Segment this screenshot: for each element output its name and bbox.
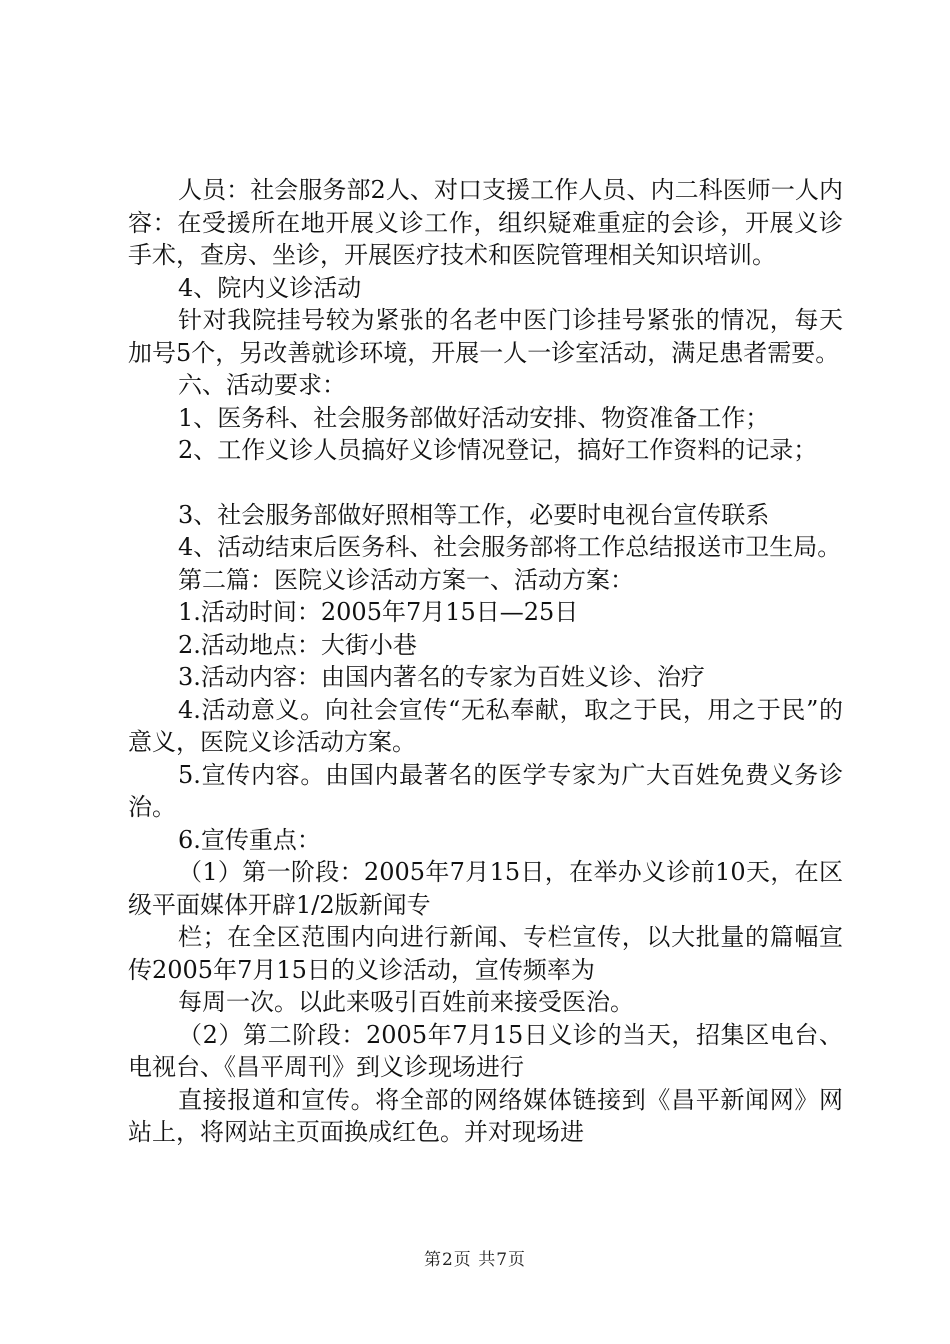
paragraph: 第二篇：医院义诊活动方案一、活动方案： bbox=[178, 565, 634, 594]
paragraph: 4、活动结束后医务科、社会服务部将工作总结报送市卫生局。 bbox=[178, 533, 842, 561]
paragraph: 针对我院挂号较为紧张的名老中医门诊挂号紧张的情况，每天加号5个，另改善就诊环境，开展一人一诊室活动，满足患者需要。 bbox=[128, 306, 843, 367]
paragraph: 六、活动要求： bbox=[178, 371, 346, 399]
paragraph: 1.活动时间：2005年7月15日—25日 bbox=[178, 598, 579, 626]
paragraph: 1、医务科、社会服务部做好活动安排、物资准备工作； bbox=[178, 403, 770, 432]
paragraph: 直接报道和宣传。将全部的网络媒体链接到《昌平新闻网》网站上，将网站主页面换成红色。并对现场进 bbox=[128, 1085, 843, 1146]
paragraph: 3.活动内容：由国内著名的专家为百姓义诊、治疗 bbox=[178, 663, 705, 691]
paragraph: 6.宣传重点： bbox=[178, 825, 321, 854]
paragraph: 每周一次。以此来吸引百姓前来接受医治。 bbox=[178, 988, 634, 1016]
paragraph: 人员：社会服务部2人、对口支援工作人员、内二科医师一人内容：在受援所在地开展义诊工作，组织疑难重症的会诊，开展义诊手术，查房、坐诊，开展医疗技术和医院管理相关知识培训。 bbox=[128, 176, 843, 269]
document-body bbox=[128, 174, 843, 1149]
paragraph: 4.活动意义。向社会宣传“无私奉献，取之于民，用之于民”的意义，医院义诊活动方案。 bbox=[128, 695, 843, 756]
paragraph: 3、社会服务部做好照相等工作，必要时电视台宣传联系 bbox=[178, 500, 770, 529]
page-number: 第2页 共7页 bbox=[423, 1250, 527, 1270]
paragraph: 5.宣传内容。由国内最著名的医学专家为广大百姓免费义务诊治。 bbox=[128, 760, 843, 821]
paragraph: （2）第二阶段：2005年7月15日义诊的当天，招集区电台、电视台、《昌平周刊》到义诊现场进行 bbox=[128, 1020, 843, 1081]
paragraph: 2、工作义诊人员搞好义诊情况登记，搞好工作资料的记录； bbox=[178, 436, 818, 464]
paragraph: （1）第一阶段：2005年7月15日，在举办义诊前10天，在区级平面媒体开辟1/2版新闻专 bbox=[128, 858, 843, 919]
paragraph: 4、院内义诊活动 bbox=[178, 273, 362, 302]
paragraph: 2.活动地点：大街小巷 bbox=[178, 630, 417, 659]
paragraph: 栏；在全区范围内向进行新闻、专栏宣传，以大批量的篇幅宣传2005年7月15日的义诊活动，宣传频率为 bbox=[128, 923, 843, 984]
